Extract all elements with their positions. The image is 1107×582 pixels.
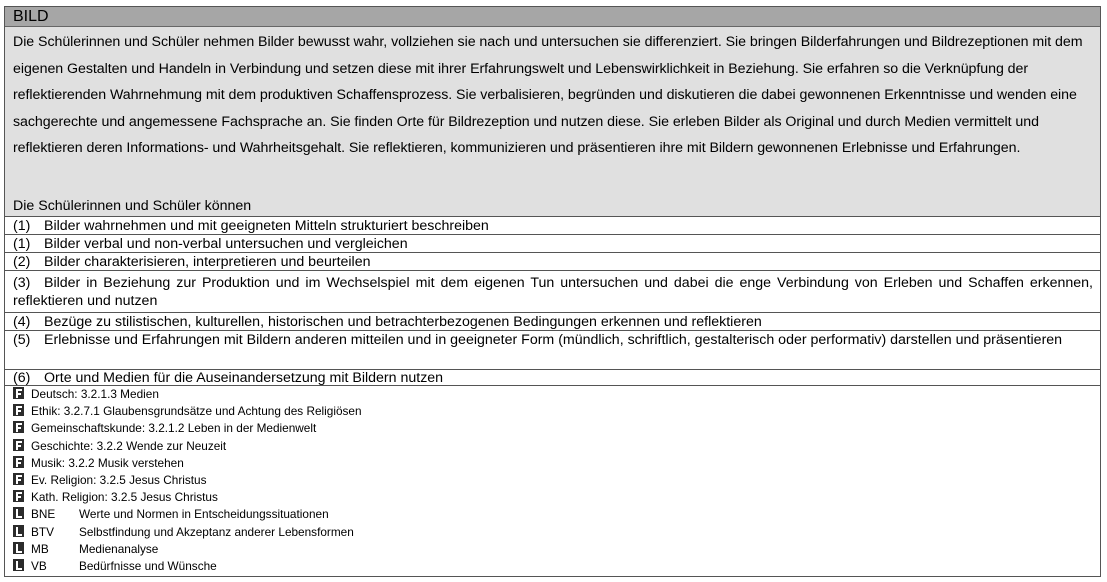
competence-number: (5) — [13, 332, 31, 348]
subject-reference-text: Deutsch: 3.2.1.3 Medien — [31, 387, 159, 401]
competence-row — [5, 313, 1100, 331]
competence-row — [5, 271, 1100, 313]
guideline-code: MB — [31, 541, 49, 556]
guideline-code: VB — [31, 559, 47, 573]
competence-number: (6) — [13, 370, 31, 386]
subject-reference-icon — [13, 490, 24, 502]
guideline-code: BNE — [31, 507, 56, 522]
guideline-reference-icon — [13, 542, 24, 554]
subject-reference-text: Kath. Religion: 3.2.5 Jesus Christus — [31, 490, 218, 505]
subject-reference-icon — [13, 456, 24, 468]
competence-row — [5, 331, 1100, 370]
competence-number: (1) — [13, 218, 31, 234]
competence-text: Bilder verbal und non-verbal untersuchen und vergleichen — [44, 236, 408, 252]
competence-number: (1) — [13, 236, 31, 252]
competence-row — [5, 217, 1100, 235]
competence-text: Bilder charakterisieren, interpretieren und beurteilen — [44, 254, 371, 270]
competence-text: Orte und Medien für die Auseinandersetzung mit Bildern nutzen — [44, 370, 444, 386]
competence-text: Erlebnisse und Erfahrungen mit Bildern anderen mitteilen und in geeigneter Form (mündlich, schriftlich, gestalterisch oder performativ) darstellen und präsentieren — [44, 332, 1063, 348]
competence-text: Bezüge zu stilistischen, kulturellen, historischen und betrachterbezogenen Bedingungen erkennen und reflektieren — [44, 314, 762, 330]
subject-reference-text: Gemeinschaftskunde: 3.2.1.2 Leben in der Medienwelt — [31, 421, 317, 436]
subject-reference-icon — [13, 421, 24, 433]
subject-reference-text: Musik: 3.2.2 Musik verstehen — [31, 455, 184, 470]
guideline-description: Selbstfindung und Akzeptanz anderer Lebensformen — [79, 524, 354, 539]
intro-lead-text: Die Schülerinnen und Schüler können — [13, 198, 252, 214]
subject-reference-text: Ev. Religion: 3.2.5 Jesus Christus — [31, 473, 207, 487]
subject-reference-icon — [13, 473, 24, 485]
subject-reference-icon — [13, 439, 24, 451]
section-title: BILD — [13, 8, 49, 25]
subject-reference-icon — [13, 387, 24, 399]
competence-row — [5, 370, 1100, 386]
intro-paragraph: Die Schülerinnen und Schüler nehmen Bilder bewusst wahr, vollziehen sie nach und untersuchen sie differenziert. Sie bringen Bilderfahrungen und Bildrezeptionen mit dem eigenen Gestalten und Handeln in Verbindung und setzen diese mit ihrer Erfahrungswelt und Lebenswirklichkeit in Beziehung. Sie erfahren so die Verknüpfung der reflektierenden Wahrnehmung mit dem produktiven Schaffensprozess. Sie verbalisieren, begründen und diskutieren die dabei gewonnenen Erkenntnisse und wenden eine sachgerechte und angemessene Fachsprache an. Sie finden Orte für Bildrezeption und nutzen diese. Sie erleben Bilder als Original und durch Medien vermittelt und reflektieren deren Informations- und Wahrheitsgehalt. Sie reflektieren, kommunizieren und präsentieren ihre mit Bildern gewonnenen Erlebnisse und Erfahrungen. — [13, 34, 1083, 156]
competence-row — [5, 253, 1100, 271]
competence-table — [4, 6, 1101, 577]
guideline-reference-icon — [13, 507, 24, 519]
guideline-description: Bedürfnisse und Wünsche — [79, 559, 217, 573]
competence-text: Bilder in Beziehung zur Produktion und im Wechselspiel mit dem eigenen Tun untersuchen und dabei die enge Verbindung von Erleben und Schaffen erkennen, reflektieren und nutzen — [13, 275, 1093, 309]
competence-row — [5, 235, 1100, 253]
competence-number: (3) — [13, 275, 31, 291]
subject-reference-icon — [13, 404, 24, 416]
subject-reference-text: Geschichte: 3.2.2 Wende zur Neuzeit — [31, 438, 227, 453]
guideline-code: BTV — [31, 524, 54, 539]
competence-number: (2) — [13, 254, 31, 270]
guideline-description: Werte und Normen in Entscheidungssituationen — [79, 507, 329, 522]
subject-reference-text: Ethik: 3.2.7.1 Glaubensgrundsätze und Achtung des Religiösen — [31, 404, 362, 419]
intro-block — [5, 27, 1100, 217]
competence-text: Bilder wahrnehmen und mit geeigneten Mitteln strukturiert beschreiben — [44, 218, 489, 234]
guideline-description: Medienanalyse — [79, 541, 159, 556]
guideline-reference-icon — [13, 525, 24, 537]
guideline-reference-icon — [13, 559, 24, 571]
section-header — [5, 7, 1100, 27]
competence-number: (4) — [13, 314, 31, 330]
